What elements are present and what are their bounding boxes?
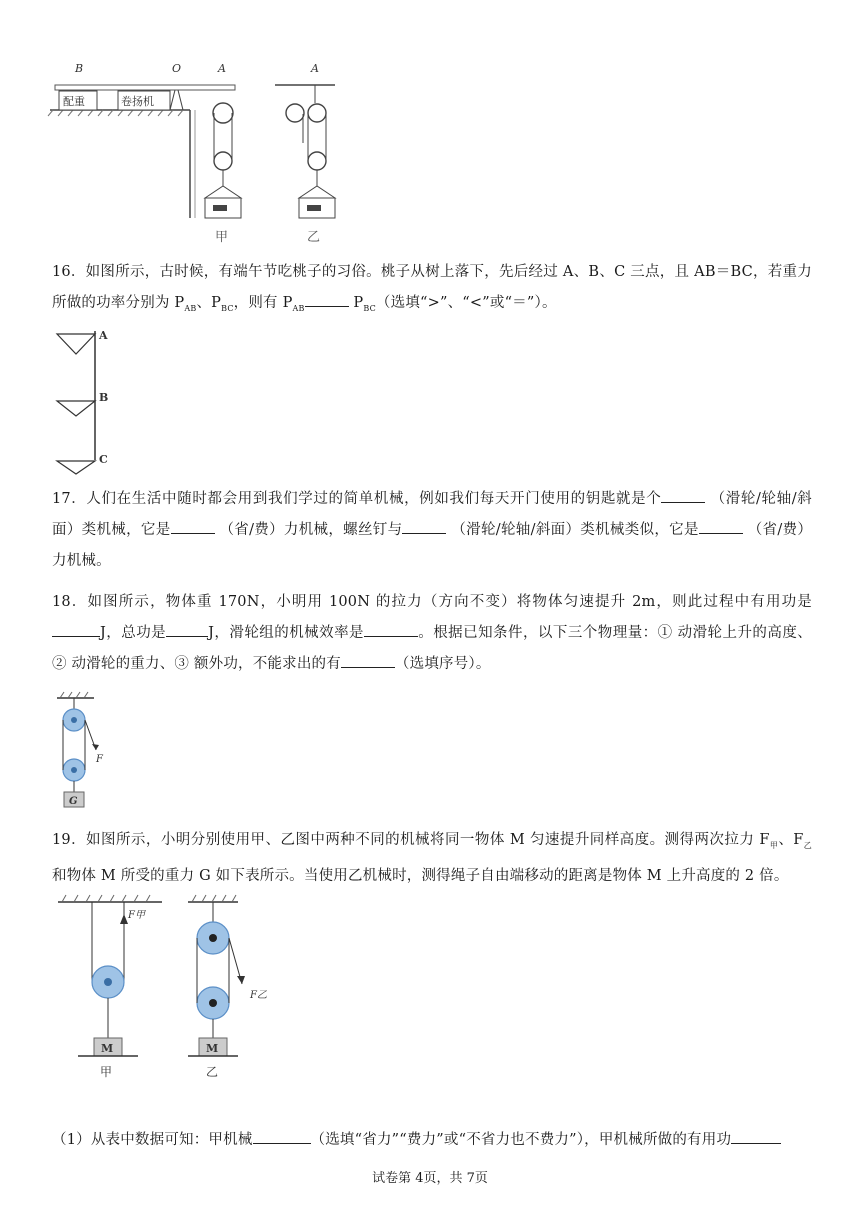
question-17 [52, 484, 812, 577]
q19-sub-jia: 甲 [769, 840, 779, 850]
q16-t3: P [348, 295, 364, 311]
point-a: A [99, 329, 108, 342]
q18-t3: J，滑轮组的机械效率是 [208, 625, 364, 641]
label-a-jia: A [218, 62, 226, 75]
q18-t2: J，总功是 [100, 625, 167, 641]
mass-m-jia: M [101, 1042, 114, 1055]
q18-blank-2[interactable] [166, 620, 208, 637]
weight-g: G [69, 796, 78, 807]
mass-m-yi: M [206, 1042, 219, 1055]
q16-t5: （选填“>”、“<”或“＝”）。 [375, 295, 557, 311]
q19-t1: 19．如图所示，小明分别使用甲、乙图中两种不同的机械将同一物体 M 匀速提升同样高度。测得两次拉力 F [52, 832, 770, 848]
q16-t4: BC [363, 303, 376, 313]
q16-sep: 、P [196, 295, 222, 311]
q19-blank-2[interactable] [731, 1127, 781, 1144]
q17-blank-1[interactable] [661, 486, 705, 503]
q18-blank-1[interactable] [52, 620, 100, 637]
q17-t4: （滑轮/轮轴/斜面）类机械类似，它是 [451, 522, 699, 538]
pulley-block-figure-q18 [52, 690, 112, 810]
q16-sub-ab: AB [184, 303, 197, 313]
caption-jia: 甲 [215, 230, 229, 245]
q16-t2: ，则有 P [233, 295, 293, 311]
label-b: B [75, 62, 84, 75]
q16-blank[interactable] [305, 290, 349, 307]
q18-blank-4[interactable] [341, 651, 395, 668]
caption-yi: 乙 [307, 230, 321, 245]
question-19-part-1 [52, 1125, 812, 1156]
caption-yi-19: 乙 [206, 1065, 219, 1079]
box-winch-label: 卷扬机 [121, 95, 154, 108]
q17-t1: 17．人们在生活中随时都会用到我们学过的简单机械，例如我们每天开门使用的钥匙就是个 [52, 491, 662, 507]
page-footer: 试卷第 4页，共 7页 [372, 1171, 488, 1186]
force-f-yi: F乙 [250, 990, 267, 1001]
q17-t2: （滑轮/轮轴/斜面）类机械，它是 [52, 491, 813, 538]
q16-sub-ab2: AB [292, 303, 305, 313]
force-f-jia: F甲 [128, 910, 145, 921]
caption-jia-19: 甲 [100, 1065, 113, 1079]
q18-t1: 18．如图所示，物体重 170N，小明用 100N 的拉力（方向不变）将物体匀速提升 2m，则此过程中有用功是 [52, 594, 812, 610]
q17-t5: （省/费）力机械。 [52, 522, 813, 569]
box-weight-label: 配重 [63, 95, 85, 108]
q19-t2: 、F [778, 832, 804, 848]
point-c: C [99, 453, 108, 466]
peach-falling-figure [52, 326, 122, 476]
q19-sub-yi: 乙 [803, 840, 813, 850]
point-b: B [99, 391, 109, 404]
crane-pulley-figure [45, 58, 365, 248]
force-f: F [96, 754, 103, 765]
label-a-yi: A [311, 62, 319, 75]
q17-blank-2[interactable] [171, 517, 215, 534]
q19-p1-b: （选填“省力”“费力”或“不省力也不费力”），甲机械所做的有用功 [310, 1132, 732, 1148]
question-16 [52, 257, 812, 324]
q18-t4: 。根据已知条件，以下三个物理量：① 动滑轮上升的高度、② 动滑轮的重力、③ 额外功，不能求出的有 [52, 625, 813, 672]
q16-sub-bc: BC [221, 303, 234, 313]
label-o: O [172, 62, 182, 75]
q19-blank-1[interactable] [253, 1127, 311, 1144]
q19-t3: 和物体 M 所受的重力 G 如下表所示。当使用乙机械时，测得绳子自由端移动的距离是物体 M 上升高度的 2 倍。 [52, 867, 789, 884]
q16-text: 16．如图所示，古时候，有端午节吃桃子的习俗。桃子从树上落下，先后经过 A、B、C 三点，且 AB＝BC，若重力所做的功率分别为 P [52, 264, 812, 311]
q17-t3: （省/费）力机械，螺丝钉与 [219, 522, 403, 538]
q17-blank-4[interactable] [699, 517, 743, 534]
q19-p1-a: （1）从表中数据可知：甲机械 [52, 1132, 253, 1148]
question-19 [52, 825, 812, 892]
machines-jia-yi-figure [52, 892, 267, 1082]
q18-blank-3[interactable] [364, 620, 418, 637]
q18-t5: （选填序号）。 [394, 656, 491, 672]
q17-blank-3[interactable] [402, 517, 446, 534]
question-18 [52, 587, 812, 680]
